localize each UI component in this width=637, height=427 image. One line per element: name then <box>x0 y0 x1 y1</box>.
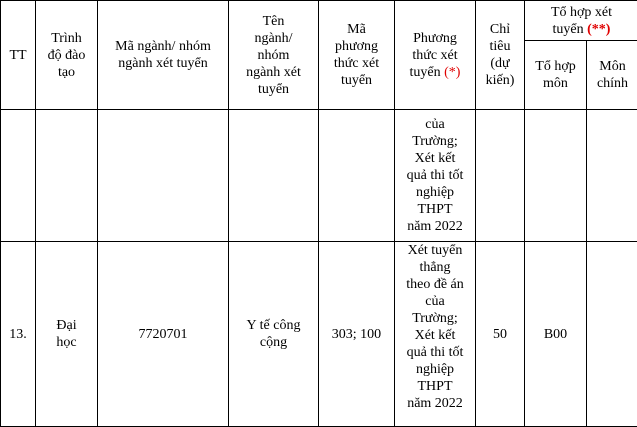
header-to-hop-group: Tổ hợp xét tuyển (**) <box>525 1 637 41</box>
cell-mon-chinh <box>587 110 637 242</box>
header-phuong-thuc: Phương thức xét tuyển (*) <box>395 1 476 110</box>
cell-ma-nganh <box>98 110 229 242</box>
cell-chi-tieu <box>476 110 525 242</box>
header-trinh-do: Trình độ đào tạo <box>36 1 98 110</box>
footnote-marker-double-star: (**) <box>587 22 610 37</box>
cell-ten-nganh <box>229 110 319 242</box>
header-tt: TT <box>1 1 36 110</box>
header-ma-nganh: Mã ngành/ nhóm ngành xét tuyển <box>98 1 229 110</box>
cell-ma-phuong-thuc <box>319 110 395 242</box>
cell-ma-phuong-thuc: 303; 100 <box>319 242 395 427</box>
cell-tt: 13. <box>1 242 36 427</box>
footnote-marker-star: (*) <box>444 65 460 80</box>
cell-trinh-do: Đại học <box>36 242 98 427</box>
cell-to-hop-mon: B00 <box>525 242 587 427</box>
cell-chi-tieu: 50 <box>476 242 525 427</box>
header-chi-tieu: Chỉ tiêu (dự kiến) <box>476 1 525 110</box>
header-ten-nganh: Tên ngành/ nhóm ngành xét tuyển <box>229 1 319 110</box>
cell-tt <box>1 110 36 242</box>
header-to-hop-mon: Tổ hợp môn <box>525 41 587 110</box>
cell-to-hop-mon <box>525 110 587 242</box>
table-row <box>1 242 637 427</box>
header-ma-phuong-thuc: Mã phương thức xét tuyển <box>319 1 395 110</box>
cell-mon-chinh <box>587 242 637 427</box>
cell-ma-nganh: 7720701 <box>98 242 229 427</box>
header-mon-chinh: Môn chính <box>587 41 637 110</box>
cell-trinh-do <box>36 110 98 242</box>
cell-phuong-thuc: của Trường; Xét kết quả thi tốt nghiệp THPT năm 2022 <box>395 110 476 242</box>
table-row <box>1 110 637 242</box>
cell-phuong-thuc: Xét tuyển thẳng theo đề án của Trường; Xét kết quả thi tốt nghiệp THPT năm 2022 <box>395 242 476 427</box>
cell-ten-nganh: Y tế công cộng <box>229 242 319 427</box>
